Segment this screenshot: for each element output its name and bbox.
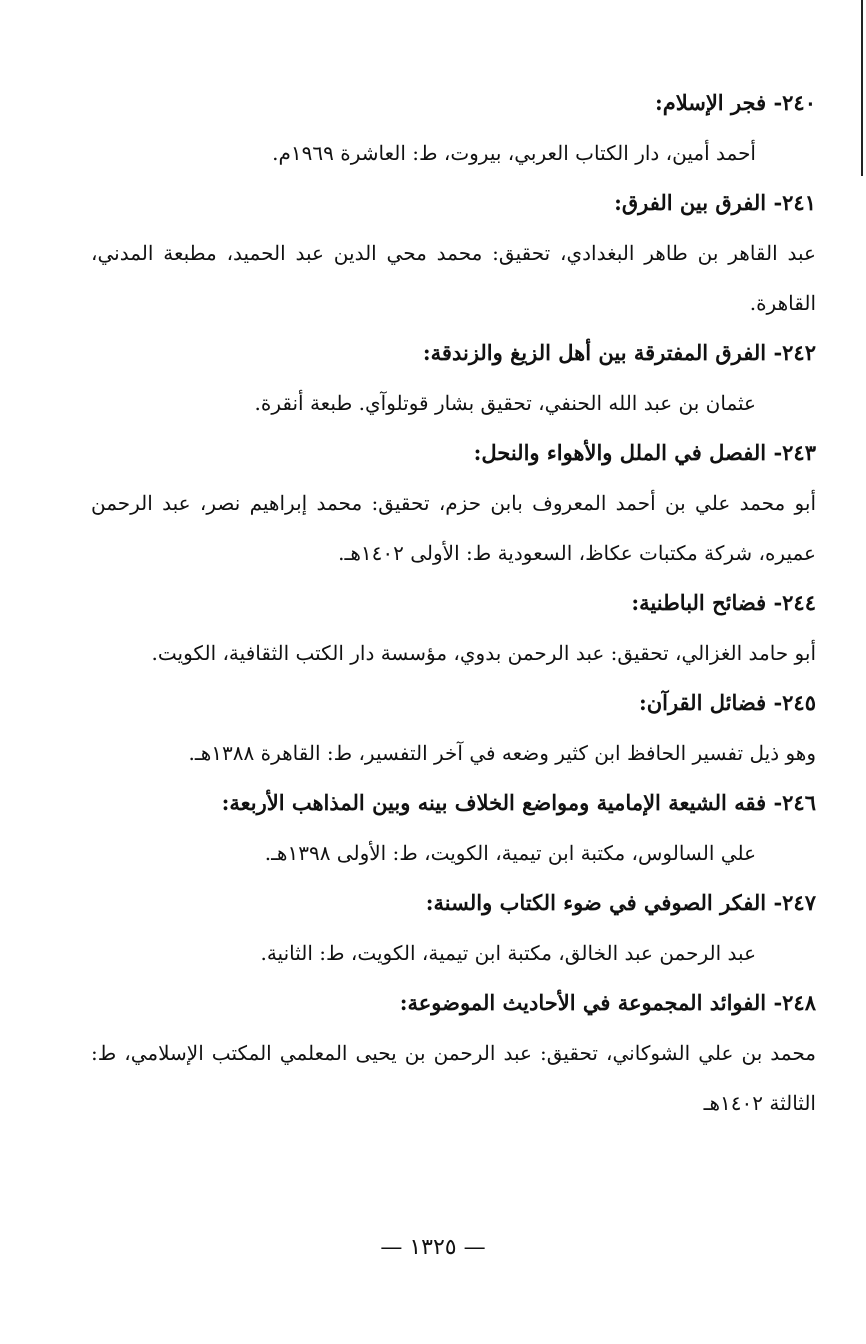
entry-heading	[91, 878, 816, 928]
bibliography-entry-240	[91, 78, 816, 178]
entry-title: الفصل في الملل والأهواء والنحل:	[473, 440, 767, 465]
scan-edge-line	[861, 0, 863, 176]
bibliography-entry-243	[91, 428, 816, 578]
entry-number: ٢٤٤-	[773, 590, 816, 615]
entry-details: علي السالوس، مكتبة ابن تيمية، الكويت، ط: الأولى ١٣٩٨هـ.	[264, 841, 756, 865]
entry-title: فضائح الباطنية:	[631, 590, 767, 615]
entry-number: ٢٤٧-	[773, 890, 816, 915]
entry-heading	[91, 578, 816, 628]
entry-heading	[91, 428, 816, 478]
entry-details: أبو محمد علي بن أحمد المعروف بابن حزم، تحقيق: محمد إبراهيم نصر، عبد الرحمن عميره، شركة مكتبات عكاظ، السعودية ط: الأولى ١٤٠٢هـ.	[91, 491, 817, 565]
entry-details: وهو ذيل تفسير الحافظ ابن كثير وضعه في آخر التفسير، ط: القاهرة ١٣٨٨هـ.	[188, 741, 816, 765]
entry-heading	[91, 978, 816, 1028]
entry-number: ٢٤٥-	[773, 690, 816, 715]
entry-title: الفكر الصوفي في ضوء الكتاب والسنة:	[425, 890, 767, 915]
entry-number: ٢٤١-	[773, 190, 816, 215]
entry-details: أبو حامد الغزالي، تحقيق: عبد الرحمن بدوي، مؤسسة دار الكتب الثقافية، الكويت.	[151, 641, 816, 665]
bibliography-entry-241	[91, 178, 816, 328]
bibliography-list	[91, 78, 816, 1128]
entry-title: فجر الإسلام:	[654, 90, 767, 115]
entry-details: عثمان بن عبد الله الحنفي، تحقيق بشار قوتلوآي. طبعة أنقرة.	[254, 391, 756, 415]
entry-heading	[91, 678, 816, 728]
entry-title: الفرق بين الفرق:	[614, 190, 767, 215]
entry-heading	[91, 78, 816, 128]
entry-title: فضائل القرآن:	[638, 690, 767, 715]
bibliography-entry-247	[91, 878, 816, 978]
bibliography-entry-244	[91, 578, 816, 678]
bibliography-entry-248	[91, 978, 816, 1128]
entry-heading	[91, 178, 816, 228]
entry-title: الفرق المفترقة بين أهل الزيغ والزندقة:	[422, 340, 767, 365]
entry-title: فقه الشيعة الإمامية ومواضع الخلاف بينه وبين المذاهب الأربعة:	[221, 790, 767, 815]
bibliography-entry-242	[91, 328, 816, 428]
entry-details: عبد القاهر بن طاهر البغدادي، تحقيق: محمد محي الدين عبد الحميد، مطبعة المدني، القاهرة.	[91, 241, 816, 315]
entry-details: عبد الرحمن عبد الخالق، مكتبة ابن تيمية، الكويت، ط: الثانية.	[260, 941, 756, 965]
entry-number: ٢٤٦-	[773, 790, 816, 815]
entry-details: أحمد أمين، دار الكتاب العربي، بيروت، ط: العاشرة ١٩٦٩م.	[272, 141, 756, 165]
entry-number: ٢٤٠-	[773, 90, 816, 115]
bibliography-entry-245	[91, 678, 816, 778]
entry-title: الفوائد المجموعة في الأحاديث الموضوعة:	[399, 990, 767, 1015]
entry-details: محمد بن علي الشوكاني، تحقيق: عبد الرحمن بن يحيى المعلمي المكتب الإسلامي، ط: الثالثة ١٤٠٢هـ	[91, 1041, 816, 1115]
entry-number: ٢٤٣-	[773, 440, 816, 465]
entry-heading	[91, 328, 816, 378]
bibliography-entry-246	[91, 778, 816, 878]
entry-heading	[91, 778, 816, 828]
page-number: — ١٣٢٥ —	[380, 1235, 486, 1260]
entry-number: ٢٤٢-	[773, 340, 816, 365]
entry-number: ٢٤٨-	[773, 990, 816, 1015]
